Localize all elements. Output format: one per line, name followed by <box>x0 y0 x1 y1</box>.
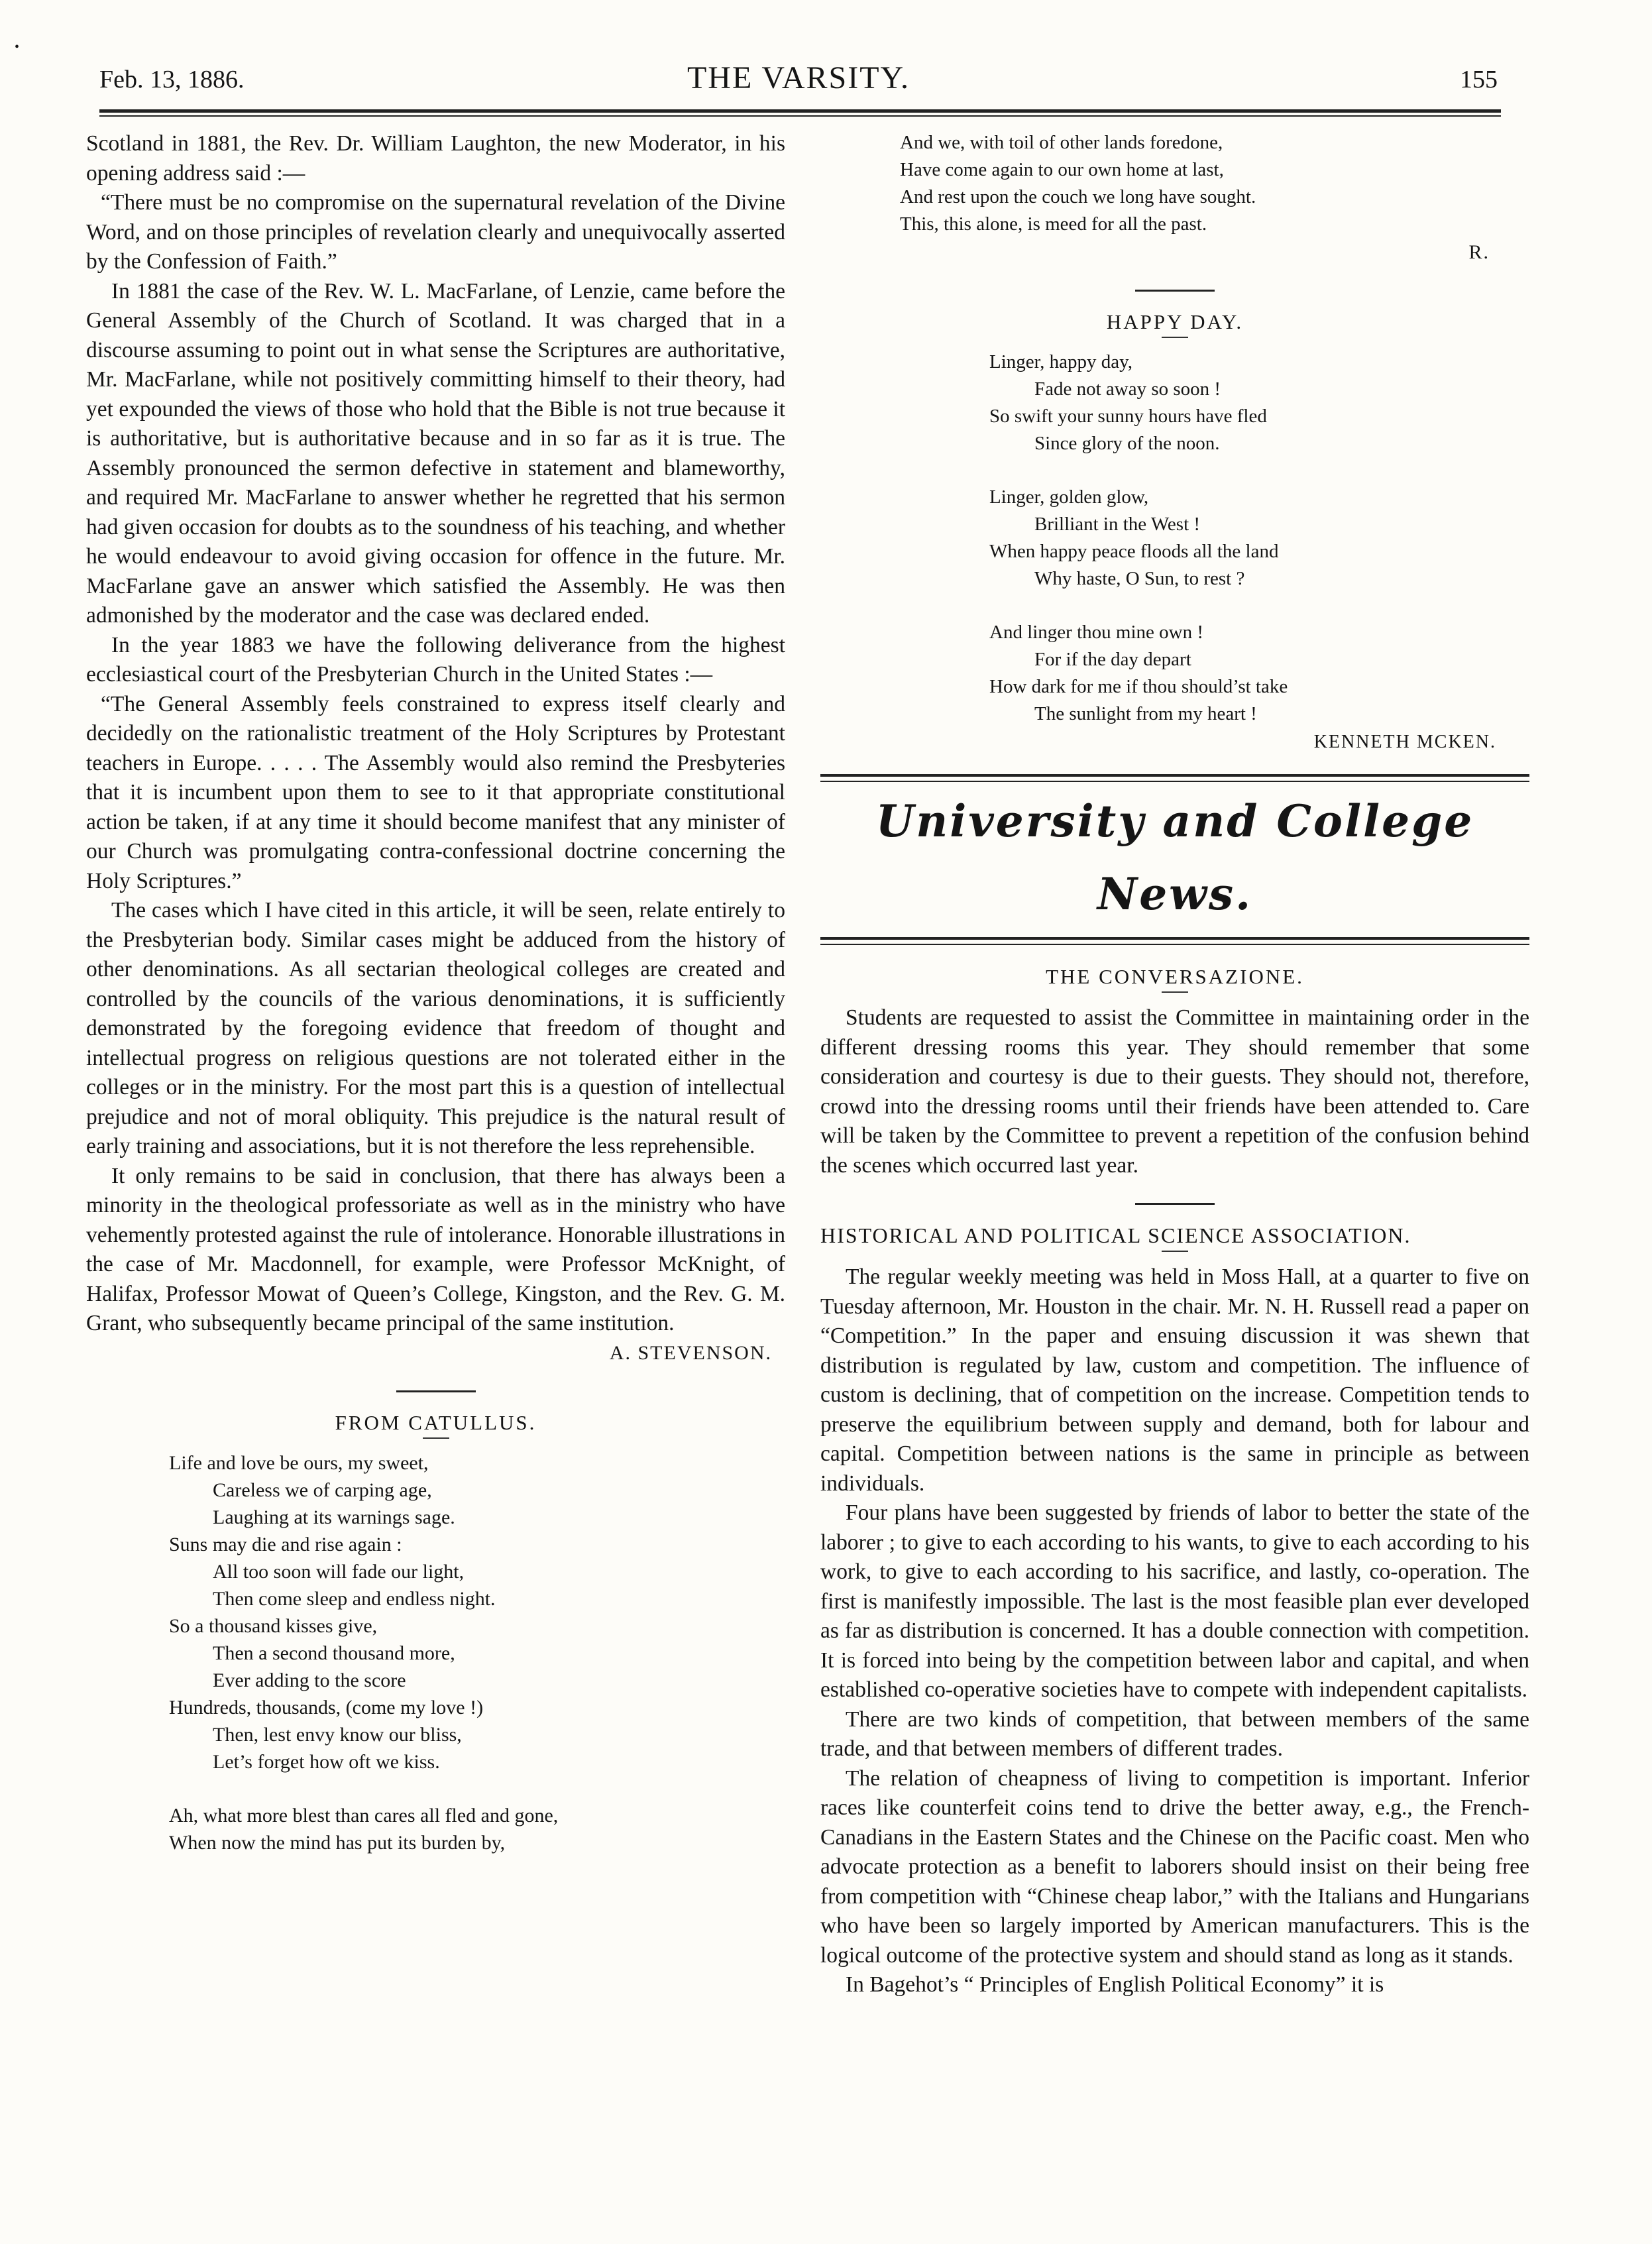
poem-line: Brilliant in the West ! <box>1034 514 1201 535</box>
article-paragraph: The cases which I have cited in this article, it will be seen, relate entirely to the Presbyterian body. Similar cases might be adduced from the history of other denominations. As all sectarian theological colleges are created and controlled by the councils of the various denominations, it is sufficiently demonstrated by the foregoing evidence that freedom of thought and intellectual progress on religious questions are not tolerated either in the colleges or in the ministry. For the most part this is a question of intellectual prejudice and not of moral obliquity. This prejudice is the natural result of early training and associations, but it is not therefore the less reprehensible. <box>86 898 785 1158</box>
poem-line: Laughing at its warnings sage. <box>213 1506 455 1528</box>
poem-line: Then come sleep and endless night. <box>213 1587 496 1610</box>
section-heading: University and College News. <box>875 795 1474 920</box>
poem-line: And linger thou mine own ! <box>989 622 1203 643</box>
margin-mark: • <box>15 40 20 54</box>
poem-line: The sunlight from my heart ! <box>1034 703 1257 724</box>
issue-date: Feb. 13, 1886. <box>99 66 245 93</box>
happy-day-poem <box>989 349 1529 728</box>
left-column <box>86 129 785 1856</box>
poem-line: Ever adding to the score <box>213 1669 406 1691</box>
article-paragraph: Students are requested to assist the Committee in maintaining order in the different dressing rooms this year. They should remember that some consideration and courtesy is due to their guests. They should not, therefore, crowd into the dressing rooms until their friends have been attended to. Care will be taken by the Committee to prevent a repetition of the confusion behind the scenes which occurred last year. <box>820 1005 1529 1178</box>
article-quote: “The General Assembly feels constrained to express itself clearly and decidedly on the rationalistic treatment of the Holy Scriptures by Protestant teachers in Europe. . . . . The Assembly would also remind the Presbyteries that it is incumbent upon them to see to it that appropriate constitutional action be taken, if at any time it should become manifest that any minister of our Church was promulgating contra-confessional doctrine concerning the Holy Scriptures.” <box>86 691 785 893</box>
poem-line: Let’s forget how oft we kiss. <box>213 1750 440 1773</box>
article-paragraph: Scotland in 1881, the Rev. Dr. William Laughton, the new Moderator, in his opening address said :— <box>86 131 785 186</box>
section-rule-thin <box>820 944 1529 945</box>
section-divider <box>396 1390 476 1392</box>
poem-line: Life and love be ours, my sweet, <box>169 1451 429 1474</box>
poem-line: Then a second thousand more, <box>213 1642 455 1664</box>
section-rule-thin <box>820 781 1529 782</box>
header-rule-thin <box>99 115 1501 117</box>
poem-line: Why haste, O Sun, to rest ? <box>1034 568 1245 589</box>
poem-line: Linger, golden glow, <box>989 486 1149 508</box>
title-dash <box>423 1437 449 1439</box>
poem-line: When now the mind has put its burden by, <box>169 1831 506 1854</box>
title-dash <box>1162 991 1188 993</box>
poem-title: HAPPY DAY. <box>1106 310 1244 333</box>
poem-line: Hundreds, thousands, (come my love !) <box>169 1696 484 1718</box>
catullus-poem <box>169 1449 785 1775</box>
poem-line: Ah, what more blest than cares all fled and gone, <box>169 1804 559 1826</box>
poem-signature: R. <box>1468 241 1490 263</box>
article-title: THE CONVERSAZIONE. <box>1046 965 1304 988</box>
poem-stanza <box>989 619 1529 728</box>
poem-line: So swift your sunny hours have fled <box>989 406 1267 427</box>
article-paragraph: In 1881 the case of the Rev. W. L. MacFarlane, of Lenzie, came before the General Assembly of the Church of Scotland. It was charged that in a discourse assuming to point out in what sense the Scriptures are authoritative, Mr. MacFarlane, while not positively committing himself to their theory, had yet expounded the views of those who hold that the Bible is not true because it is authoritative, but is authoritative because and in so far as it is true. The Assembly pronounced the sermon defective in statement and blameworthy, and required Mr. MacFarlane to answer whether he regretted that his sermon had given occasion for doubts as to the soundness of his teaching, and whether he would endeavour to avoid giving occasion for offence in the future. Mr. MacFarlane gave an answer which satisfied the Assembly. He was then admonished by the moderator and the case was declared ended. <box>86 278 786 628</box>
section-rule <box>820 774 1529 777</box>
poem-line: How dark for me if thou should’st take <box>989 676 1288 697</box>
title-dash <box>1162 1251 1188 1252</box>
section-divider <box>1135 1203 1215 1205</box>
poem-line: And we, with toil of other lands foredone, <box>900 132 1223 153</box>
catullus-second-part <box>169 1802 785 1856</box>
poem-line: For if the day depart <box>1034 649 1191 670</box>
poem-signature: KENNETH MCKEN. <box>1313 732 1496 752</box>
poem-line: Fade not away so soon ! <box>1034 378 1221 400</box>
poem-line: Careless we of carping age, <box>213 1479 432 1501</box>
masthead-title: THE VARSITY. <box>687 60 910 95</box>
section-rule <box>820 937 1529 940</box>
article-paragraph: In the year 1883 we have the following deliverance from the highest ecclesiastical court of the Presbyterian Church in the United States :— <box>86 632 785 687</box>
poem-line: When happy peace floods all the land <box>989 541 1279 562</box>
poem-line: This, this alone, is meed for all the past. <box>900 213 1207 235</box>
article-paragraph: The regular weekly meeting was held in Moss Hall, at a quarter to five on Tuesday afternoon, Mr. Houston in the chair. Mr. N. H. Russell read a paper on “Competition.” In the paper and ensuing discussion it was shewn that distribution is regulated by law, custom and competition. The influence of custom is declining, that of competition on the increase. Competition tends to preserve the equilibrium between supply and demand, both for labour and capital. Competition between nations is the same in principle as between individuals. <box>820 1264 1529 1496</box>
poem-stanza <box>989 484 1529 592</box>
article-paragraph: The relation of cheapness of living to competition is important. Inferior races like counterfeit coins tend to drive the better away, e.g., the French-Canadians in the Eastern States and the Chinese on the Pacific coast. Men who advocate protection as a benefit to laborers should insist on their being free from competition with “Chinese cheap labor,” with the Italians and Hungarians who have been so largely imported by American manufacturers. This is the logical outcome of the protective system and should stand as long as it stands. <box>820 1766 1529 1968</box>
poem-line: All too soon will fade our light, <box>213 1560 465 1583</box>
poem-line: Then, lest envy know our bliss, <box>213 1723 462 1746</box>
article-quote: “There must be no compromise on the supernatural revelation of the Divine Word, and on those principles of revelation clearly and unequivocally asserted by the Confession of Faith.” <box>86 190 785 274</box>
right-column <box>820 129 1529 2000</box>
section-divider <box>1135 290 1215 292</box>
title-dash <box>1162 337 1188 338</box>
poem-title: FROM CATULLUS. <box>335 1410 537 1434</box>
poem-line: Linger, happy day, <box>989 351 1132 372</box>
article-paragraph: In Bagehot’s “ Principles of English Political Economy” it is <box>846 1972 1384 1997</box>
article-paragraph: It only remains to be said in conclusion, that there has always been a minority in the theological professoriate as well as in the ministry who have vehemently protested against the rule of intolerance. Honorable illustrations in the case of Mr. Macdonnell, for example, were Professor McKnight, of Halifax, Professor Mowat of Queen’s College, Kingston, and the Rev. G. M. Grant, who subsequently became principal of the same institution. <box>86 1163 785 1335</box>
poem-line: So a thousand kisses give, <box>169 1614 378 1637</box>
article-paragraph: Four plans have been suggested by friends of labor to better the state of the laborer ; to give to each according to his wants, to give to each according to his work, to give to each according to his sacrifice, and lastly, co-operation. The first is manifestly impossible. The last is the most feasible plan ever developed as far as distribution is concerned. It has a double connection with competition. It is forced into being by the competition between labor and capital, and when established co-operative societies have to compete with independent capitalists. <box>820 1500 1529 1702</box>
catullus-continued <box>900 129 1529 238</box>
header-rule <box>99 109 1501 113</box>
poem-line: Since glory of the noon. <box>1034 433 1220 454</box>
poem-stanza <box>989 349 1529 457</box>
poem-line: Have come again to our own home at last, <box>900 159 1224 180</box>
page-header <box>99 60 1498 99</box>
poem-line: And rest upon the couch we long have sought. <box>900 186 1256 207</box>
page-number: 155 <box>1460 66 1498 93</box>
article-title: HISTORICAL AND POLITICAL SCIENCE ASSOCIATION. <box>820 1223 1411 1247</box>
poem-line: Suns may die and rise again : <box>169 1533 402 1555</box>
article-paragraph: There are two kinds of competition, that between members of the same trade, and that between members of different trades. <box>820 1707 1529 1761</box>
author-signature: A. STEVENSON. <box>609 1341 772 1364</box>
